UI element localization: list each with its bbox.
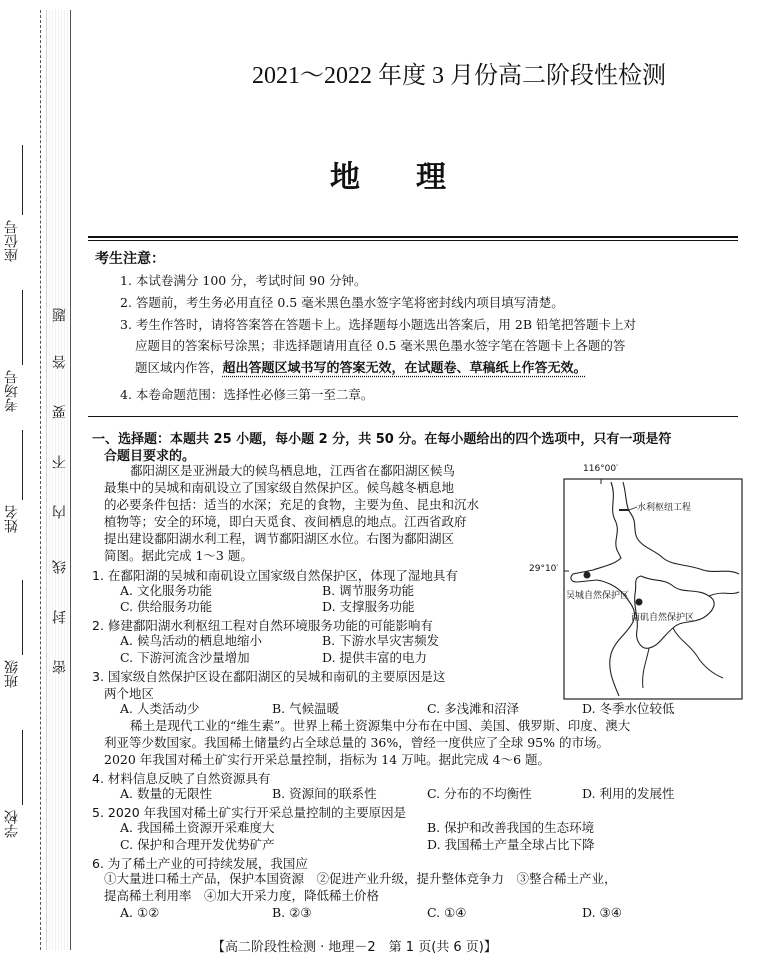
notice-item-line	[135, 357, 587, 379]
binding-strip	[46, 10, 69, 950]
passage-line: 2020 年我国对稀土矿实行开采总量控制，指标为 14 万吨。据此完成 4～6 题。	[104, 752, 550, 767]
wucheng-reserve-point	[584, 572, 591, 579]
option[interactable]: B. 气候温暖	[272, 701, 340, 716]
passage-line: 植物等；安全的环境，即白天觅食、夜间栖息的地点。江西省政府	[104, 514, 467, 529]
question-stem: 6. 为了稀土产业的可持续发展，我国应	[92, 856, 308, 871]
option[interactable]: B. 资源间的联系性	[272, 786, 377, 801]
option[interactable]: B. 下游水旱灾害频发	[322, 633, 440, 648]
option[interactable]: A. 人类活动少	[120, 701, 200, 716]
option[interactable]: A. 候鸟活动的栖息地缩小	[120, 633, 262, 648]
passage-line: 简图。据此完成 1～3 题。	[104, 548, 253, 563]
option[interactable]: B. 保护和改善我国的生态环境	[427, 820, 595, 835]
passage-line: 最集中的吴城和南矶设立了国家级自然保护区。候鸟越冬栖息地	[104, 480, 455, 495]
exam-title: 2021～2022 年度 3 月份高二阶段性检测	[252, 63, 666, 89]
cut-line	[40, 10, 41, 950]
question-stem-cont: 两个地区	[104, 686, 155, 701]
notice-item: 应题目的答案标号涂黑；非选择题请用直径 0.5 毫米黑色墨水签字笔在答题卡上各题的答	[135, 338, 626, 353]
option[interactable]: D. 利用的发展性	[582, 786, 675, 801]
passage-line: 提出建设鄱阳湖水利工程，调节鄱阳湖区水位。右图为鄱阳湖区	[104, 531, 455, 546]
notice-item: 1. 本试卷满分 100 分，考试时间 90 分钟。	[120, 273, 367, 288]
option[interactable]: C. 保护和合理开发优势矿产	[120, 837, 275, 852]
latitude-label: 29°10′	[529, 564, 559, 574]
passage-line: 的必要条件包括：适当的水深；充足的食物，主要为鱼、昆虫和沉水	[104, 497, 480, 512]
divider	[88, 240, 738, 241]
notice-item: 4. 本卷命题范围：选择性必修三第一至二章。	[120, 387, 374, 402]
question-choices-line: 提高稀土利用率 ④加大开采力度，降低稀土价格	[104, 888, 380, 903]
page-footer: 【高二阶段性检测 · 地理－2 第 1 页(共 6 页)】	[212, 940, 497, 955]
option[interactable]: D. ③④	[582, 905, 622, 920]
question-stem: 1. 在鄱阳湖的吴城和南矶设立国家级自然保护区，体现了湿地具有	[92, 568, 458, 583]
name-label: 姓名	[4, 505, 20, 533]
longitude-label: 116°00′	[583, 464, 619, 474]
seal-char: 密	[52, 660, 68, 674]
seal-char: 要	[52, 405, 68, 419]
name-field[interactable]	[22, 430, 23, 500]
option[interactable]: B. ②③	[272, 905, 312, 920]
section-heading: 一、选择题：本题共 25 小题，每小题 2 分，共 50 分。在每小题给出的四个选项中，只有一项是符	[92, 432, 672, 447]
divider	[88, 236, 738, 238]
section-heading-cont: 合题目要求的。	[104, 449, 196, 464]
option[interactable]: D. 我国稀土产量全球占比下降	[427, 837, 595, 852]
subject-title: 地理	[330, 160, 502, 195]
seal-char: 线	[52, 560, 68, 574]
seat-number-field[interactable]	[22, 145, 23, 215]
exam-room-label: 考场号	[4, 370, 20, 412]
question-stem: 3. 国家级自然保护区设在鄱阳湖区的吴城和南矶的主要原因是这	[92, 669, 446, 684]
question-stem: 5. 2020 年我国对稀土矿实行开采总量控制的主要原因是	[92, 805, 407, 820]
wucheng-reserve-label: 吴城自然保护区	[566, 591, 630, 601]
passage-line: 鄱阳湖区是亚洲最大的候鸟栖息地，江西省在鄱阳湖区候鸟	[130, 463, 456, 478]
option[interactable]: C. 多浅滩和沼泽	[427, 701, 520, 716]
dam-label: 水利枢纽工程	[637, 503, 692, 513]
option[interactable]: D. 支撑服务功能	[322, 599, 415, 614]
seal-char: 内	[52, 505, 68, 519]
option[interactable]: C. ①④	[427, 905, 467, 920]
seal-char: 答	[52, 355, 68, 369]
notice-title: 考生注意：	[95, 251, 165, 267]
divider	[88, 416, 738, 417]
nanji-reserve-label: 南矶自然保护区	[631, 613, 695, 623]
class-label: 班级	[4, 660, 20, 688]
class-field[interactable]	[22, 580, 23, 655]
seal-line	[70, 10, 71, 950]
question-stem: 4. 材料信息反映了自然资源具有	[92, 771, 271, 786]
question-stem: 2. 修建鄱阳湖水利枢纽工程对自然环境服务功能的可能影响有	[92, 618, 433, 633]
question-choices-line: ①大量进口稀土产品，保护本国资源 ②促进产业升级，提升整体竞争力 ③整合稀土产业，	[104, 871, 617, 886]
option[interactable]: B. 调节服务功能	[322, 583, 415, 598]
seal-char: 封	[52, 610, 68, 624]
seat-number-label: 座位号	[4, 220, 20, 262]
nanji-reserve-point	[636, 599, 643, 606]
notice-item: 3. 考生作答时，请将答案答在答题卡上。选择题每小题选出答案后，用 2B 铅笔把答题卡上对	[120, 317, 636, 332]
school-field[interactable]	[22, 730, 23, 805]
seal-char: 不	[52, 455, 68, 469]
passage-line: 稀土是现代工业的“维生素”。世界上稀土资源集中分布在中国、美国、俄罗斯、印度、澳大	[130, 718, 631, 733]
exam-room-field[interactable]	[22, 290, 23, 365]
option[interactable]: A. ①②	[120, 905, 160, 920]
poyang-lake-map	[529, 464, 743, 700]
option[interactable]: C. 下游河流含沙量增加	[120, 650, 250, 665]
option[interactable]: D. 冬季水位较低	[582, 701, 675, 716]
option[interactable]: C. 供给服务功能	[120, 599, 213, 614]
option[interactable]: C. 分布的不均衡性	[427, 786, 532, 801]
option[interactable]: D. 提供丰富的电力	[322, 650, 428, 665]
passage-line: 利亚等少数国家。我国稀土储量约占全球总量的 36%，曾经一度供应了全球 95% 的市场。	[104, 735, 609, 750]
option[interactable]: A. 文化服务功能	[120, 583, 212, 598]
option[interactable]: A. 数量的无限性	[120, 786, 212, 801]
school-label: 学校	[4, 810, 20, 838]
notice-item: 2. 答题前，考生务必用直径 0.5 毫米黑色墨水签字笔将密封线内项目填写清楚。	[120, 295, 564, 310]
notice-emphasis: 超出答题区域书写的答案无效，在试题卷、草稿纸上作答无效。	[222, 361, 587, 376]
notice-item: 题区域内作答，	[135, 360, 223, 375]
seal-char: 题	[52, 308, 68, 322]
option[interactable]: A. 我国稀土资源开采难度大	[120, 820, 275, 835]
